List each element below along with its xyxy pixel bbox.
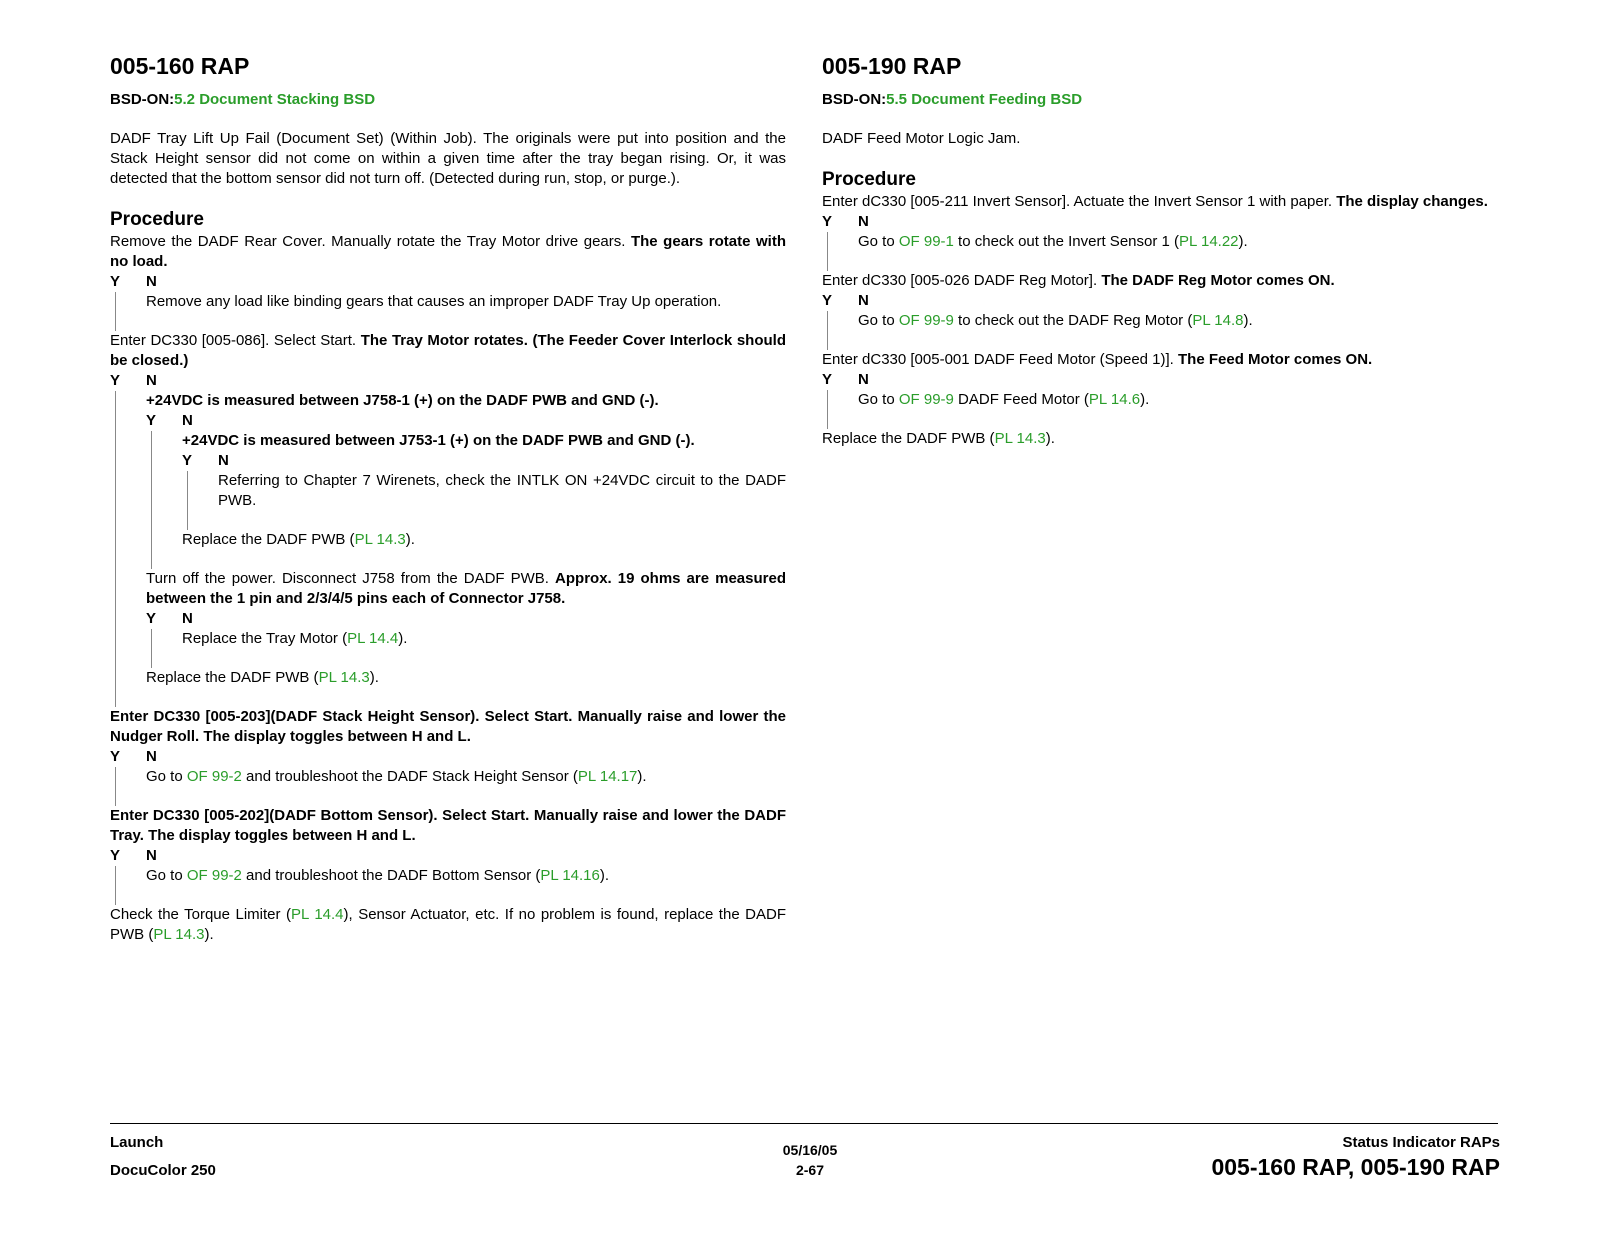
footer-section: Status Indicator RAPs	[1342, 1134, 1500, 1151]
step-text: Remove the DADF Rear Cover. Manually rotate the Tray Motor drive gears. The gears rotate with no load.	[110, 233, 786, 270]
step-text: Enter DC330 [005-203](DADF Stack Height Sensor). Select Start. Manually raise and lower the Nudger Roll. The display toggles between H and L.	[110, 708, 786, 745]
left-column	[110, 52, 786, 945]
pl-link[interactable]: PL 14.16	[540, 867, 600, 884]
step-text: Turn off the power. Disconnect J758 from the DADF PWB. Approx. 19 ohms are measured between the 1 pin and 2/3/4/5 pins each of Connector J758.	[146, 570, 786, 607]
footer-product: DocuColor 250	[110, 1162, 216, 1179]
rap-title-005-160: 005-160 RAP	[110, 53, 250, 79]
yn-header: Y N	[182, 452, 229, 469]
pl-link[interactable]: PL 14.6	[1088, 391, 1141, 408]
procedure-heading: Procedure	[110, 209, 204, 230]
footer-date: 05/16/05	[782, 1142, 838, 1158]
pl-link[interactable]: PL 14.4	[347, 630, 399, 647]
step-text: Go to OF 99-2 and troubleshoot the DADF Bottom Sensor (PL 14.16).	[146, 867, 610, 884]
footer-rule	[110, 1123, 1498, 1124]
bsd-link[interactable]: 5.5 Document Feeding BSD	[886, 91, 1083, 108]
step-text: Replace the DADF PWB (PL 14.3).	[146, 669, 379, 686]
yn-header: Y N	[110, 748, 157, 765]
no-branch	[822, 311, 1498, 350]
no-branch	[822, 390, 1498, 429]
step-text: Enter dC330 [005-026 DADF Reg Motor]. The DADF Reg Motor comes ON.	[822, 272, 1335, 289]
yn-header: Y N	[110, 273, 157, 290]
bsd-link[interactable]: 5.2 Document Stacking BSD	[174, 91, 376, 108]
pl-link[interactable]: PL 14.3	[994, 430, 1046, 447]
pl-link[interactable]: PL 14.4	[291, 906, 344, 923]
of-link[interactable]: OF 99-2	[186, 768, 242, 785]
yn-header: Y N	[822, 213, 869, 230]
rap-description: DADF Feed Motor Logic Jam.	[822, 130, 1021, 147]
pl-link[interactable]: PL 14.22	[1179, 233, 1239, 250]
footer-page-number: 2-67	[795, 1162, 825, 1178]
yn-header: Y N	[146, 610, 193, 627]
step-text: Go to OF 99-2 and troubleshoot the DADF Stack Height Sensor (PL 14.17).	[146, 768, 647, 785]
step-text: Replace the DADF PWB (PL 14.3).	[182, 531, 415, 548]
of-link[interactable]: OF 99-9	[898, 391, 954, 408]
no-branch	[146, 629, 786, 668]
yn-header: Y N	[110, 372, 157, 389]
bsd-prefix: BSD-ON:	[822, 91, 887, 108]
step-text: Replace the Tray Motor (PL 14.4).	[182, 630, 408, 647]
step-text: Go to OF 99-9 DADF Feed Motor (PL 14.6).	[858, 391, 1150, 408]
bsd-line	[822, 90, 1498, 110]
no-branch	[822, 232, 1498, 271]
bsd-line	[110, 90, 786, 110]
footer-page-title: 005-160 RAP, 005-190 RAP	[1211, 1154, 1500, 1180]
step-text: Enter dC330 [005-001 DADF Feed Motor (Speed 1)]. The Feed Motor comes ON.	[822, 351, 1373, 368]
footer-status: Launch	[110, 1134, 164, 1151]
rap-title-005-190: 005-190 RAP	[822, 53, 962, 79]
bsd-prefix: BSD-ON:	[110, 91, 175, 108]
pl-link[interactable]: PL 14.17	[577, 768, 638, 785]
no-branch	[146, 431, 786, 569]
of-link[interactable]: OF 99-1	[898, 233, 954, 250]
yn-header: Y N	[110, 847, 157, 864]
step-text: Referring to Chapter 7 Wirenets, check the INTLK ON +24VDC circuit to the DADF PWB.	[218, 472, 786, 509]
pl-link[interactable]: PL 14.3	[354, 531, 406, 548]
right-column	[822, 52, 1498, 449]
step-text: Enter dC330 [005-211 Invert Sensor]. Actuate the Invert Sensor 1 with paper. The display changes.	[822, 193, 1488, 210]
step-text: Enter DC330 [005-202](DADF Bottom Sensor). Select Start. Manually raise and lower the DADF Tray. The display toggles between H and L.	[110, 807, 786, 844]
pl-link[interactable]: PL 14.3	[318, 669, 370, 686]
pl-link[interactable]: PL 14.3	[153, 926, 205, 943]
procedure-heading: Procedure	[822, 169, 916, 190]
no-branch	[110, 391, 786, 707]
step-text: Enter DC330 [005-086]. Select Start. The Tray Motor rotates. (The Feeder Cover Interlock should be closed.)	[110, 332, 786, 369]
no-branch	[110, 866, 786, 905]
no-branch	[182, 471, 786, 530]
no-branch	[110, 292, 786, 331]
step-text: Check the Torque Limiter (PL 14.4), Sensor Actuator, etc. If no problem is found, replace the DADF PWB (PL 14.3).	[110, 906, 786, 943]
step-text: Go to OF 99-9 to check out the DADF Reg Motor (PL 14.8).	[858, 312, 1253, 329]
no-branch	[110, 767, 786, 806]
rap-description: DADF Tray Lift Up Fail (Document Set) (Within Job). The originals were put into position and the Stack Height sensor did not come on within a given time after the tray began rising. Or, it was detected that the bottom sensor did not turn off. (Detected during run, stop, or purge.).	[110, 130, 786, 187]
step-text: Replace the DADF PWB (PL 14.3).	[822, 430, 1055, 447]
yn-header: Y N	[146, 412, 193, 429]
step-text: Remove any load like binding gears that causes an improper DADF Tray Up operation.	[146, 293, 722, 310]
yn-header: Y N	[822, 371, 869, 388]
step-text: +24VDC is measured between J753-1 (+) on the DADF PWB and GND (-).	[182, 432, 695, 449]
of-link[interactable]: OF 99-9	[898, 312, 954, 329]
of-link[interactable]: OF 99-2	[186, 867, 242, 884]
yn-header: Y N	[822, 292, 869, 309]
step-text: +24VDC is measured between J758-1 (+) on the DADF PWB and GND (-).	[146, 392, 659, 409]
step-text: Go to OF 99-1 to check out the Invert Sensor 1 (PL 14.22).	[858, 233, 1248, 250]
pl-link[interactable]: PL 14.8	[1192, 312, 1244, 329]
